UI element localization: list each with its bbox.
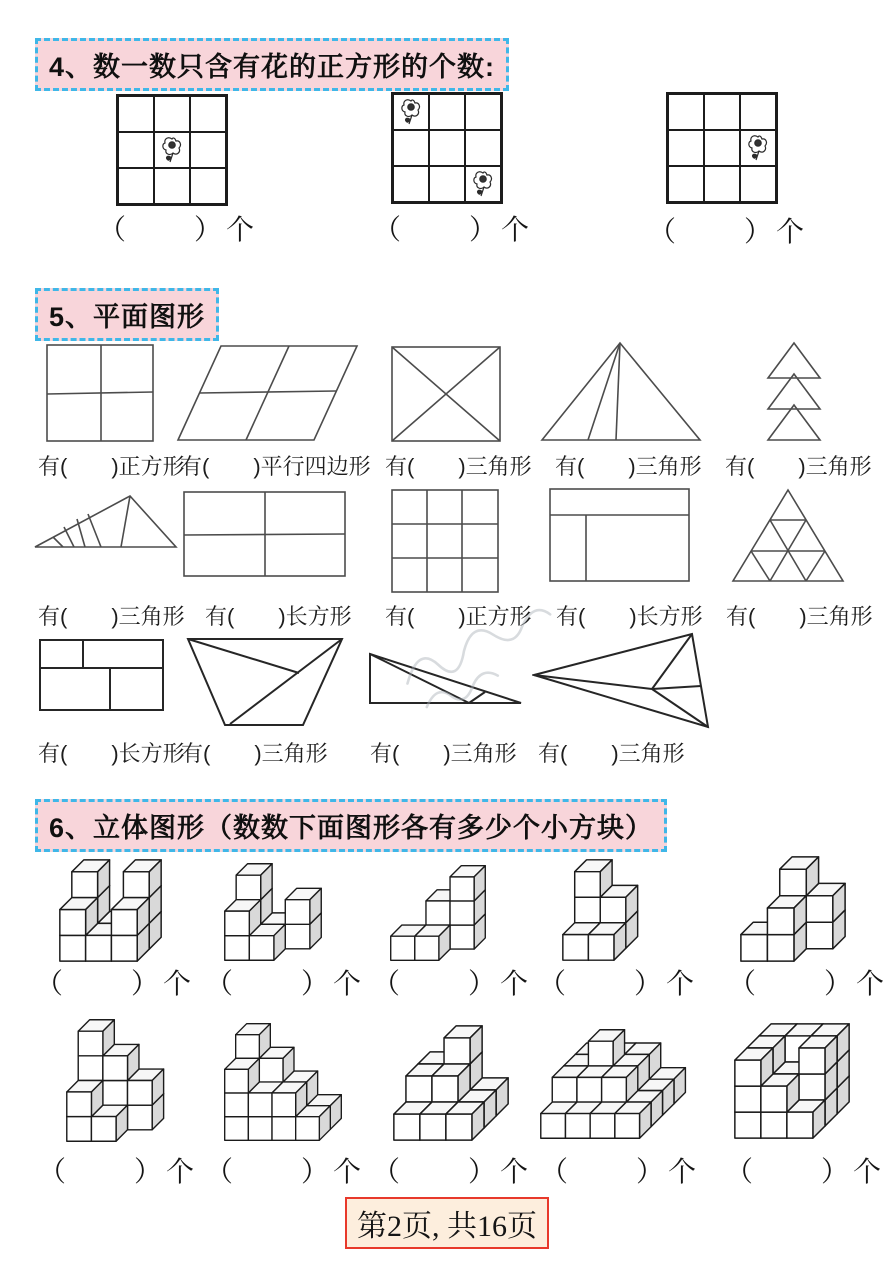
grid-cell <box>429 130 465 166</box>
scalene-fan-triangle-shape <box>33 492 178 550</box>
shape-label: 有( )平行四边形 <box>180 454 371 479</box>
shape-label: 有( )三角形 <box>38 604 185 629</box>
grid-cell <box>668 166 704 202</box>
grid-cell <box>118 96 154 132</box>
shape-label: 有( )三角形 <box>726 604 873 629</box>
grid-cell <box>154 96 190 132</box>
square-diagonals-shape <box>390 345 502 443</box>
rectangle-quartered-shape <box>182 490 347 578</box>
flower-grid <box>666 92 778 204</box>
cube-figure <box>205 1022 360 1142</box>
grid-cell <box>393 94 429 130</box>
triangle-fan-shape <box>540 340 702 443</box>
cube-figure <box>733 855 853 963</box>
cube-figure <box>368 1024 533 1142</box>
rectangle-strips-shape <box>548 487 691 583</box>
flower-icon <box>399 98 423 126</box>
flower-grid <box>116 94 228 206</box>
grid-cell <box>190 96 226 132</box>
grid-cell <box>190 132 226 168</box>
answer-blank: （ ）个 <box>728 968 889 999</box>
grid-cell <box>740 130 776 166</box>
section5-title: 5、平面图形 <box>35 288 219 341</box>
grid-cell <box>393 130 429 166</box>
shape-label: 有( )正方形 <box>38 454 185 479</box>
answer-blank: （ ）个 <box>372 1156 533 1187</box>
rectangle-compound-shape <box>38 638 165 712</box>
flower-icon <box>471 170 495 198</box>
trapezoid-diagonals-shape <box>185 636 345 728</box>
grid-cell <box>154 168 190 204</box>
stacked-triangles-shape <box>752 340 837 443</box>
shape-label: 有( )长方形 <box>556 604 703 629</box>
flower-grid <box>391 92 503 204</box>
shape-label: 有( )正方形 <box>385 604 532 629</box>
page-indicator: 第2页, 共16页 <box>345 1197 549 1249</box>
grid-cell <box>740 94 776 130</box>
grid-cell <box>190 168 226 204</box>
answer-blank: （ ）个 <box>373 214 534 245</box>
section4-title: 4、数一数只含有花的正方形的个数: <box>35 38 509 91</box>
grid-cell <box>465 130 501 166</box>
flower-icon <box>160 136 184 164</box>
answer-blank: （ ）个 <box>98 214 259 245</box>
cube-figure <box>28 858 193 963</box>
cube-figure <box>210 862 335 962</box>
shape-label: 有( )三角形 <box>181 741 328 766</box>
grid-cell <box>668 94 704 130</box>
answer-blank: （ ）个 <box>35 968 196 999</box>
answer-blank: （ ）个 <box>205 1156 366 1187</box>
section6-title: 6、立体图形（数数下面图形各有多少个小方块） <box>35 799 667 852</box>
grid-cell <box>154 132 190 168</box>
shape-label: 有( )三角形 <box>538 741 685 766</box>
grid-cell <box>704 166 740 202</box>
cube-figure <box>712 1022 872 1140</box>
cube-figure <box>518 1028 708 1140</box>
grid-cell <box>465 94 501 130</box>
answer-blank: （ ）个 <box>38 1156 199 1187</box>
triangle-subdivided-shape <box>731 488 845 583</box>
answer-blank: （ ）个 <box>205 968 366 999</box>
answer-blank: （ ）个 <box>538 968 699 999</box>
grid-cell <box>704 94 740 130</box>
grid-cell <box>465 166 501 202</box>
answer-blank: （ ）个 <box>540 1156 701 1187</box>
grid-cell <box>740 166 776 202</box>
grid-cell <box>668 130 704 166</box>
grid-cell <box>429 94 465 130</box>
answer-blank: （ ）个 <box>648 216 809 247</box>
grid-cell <box>704 130 740 166</box>
answer-blank: （ ）个 <box>725 1156 886 1187</box>
grid-cell <box>393 166 429 202</box>
parallelogram-quartered-shape <box>175 343 360 443</box>
cube-figure <box>545 858 655 962</box>
grid-cell <box>118 132 154 168</box>
shape-label: 有( )三角形 <box>725 454 872 479</box>
shape-label: 有( )三角形 <box>385 454 532 479</box>
grid-cell <box>118 168 154 204</box>
shape-label: 有( )三角形 <box>370 741 517 766</box>
cube-figure <box>378 864 498 962</box>
square-quartered-shape <box>45 343 155 443</box>
cube-figure <box>40 1018 190 1143</box>
shape-label: 有( )长方形 <box>38 741 185 766</box>
shape-label: 有( )长方形 <box>205 604 352 629</box>
shape-label: 有( )三角形 <box>555 454 702 479</box>
flower-icon <box>746 134 770 162</box>
grid-cell <box>429 166 465 202</box>
answer-blank: （ ）个 <box>372 968 533 999</box>
